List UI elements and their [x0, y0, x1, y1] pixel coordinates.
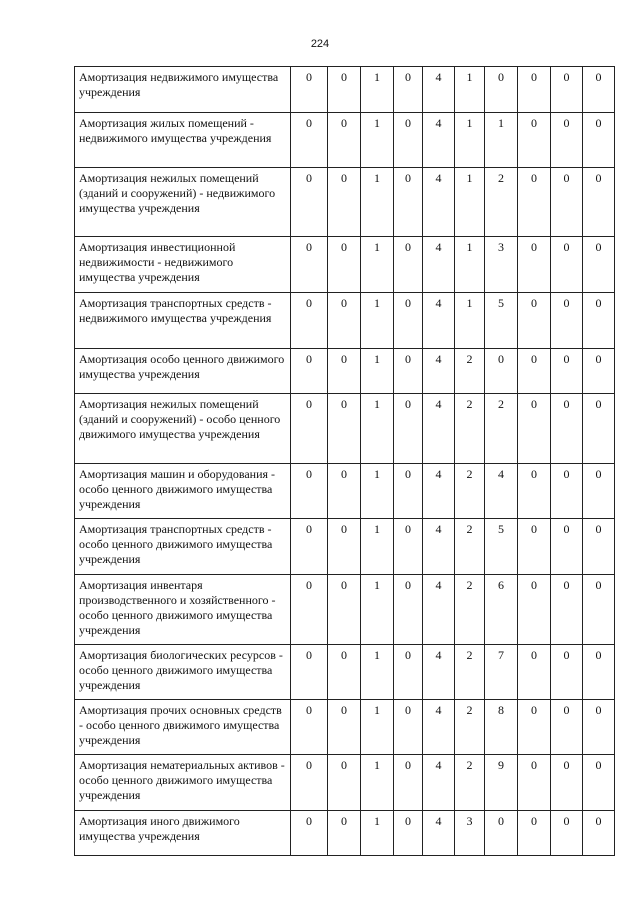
code-digit-cell: 0	[291, 645, 328, 700]
code-digit-cell: 0	[518, 700, 551, 755]
code-digit-cell: 4	[485, 464, 518, 519]
code-digit-cell: 2	[485, 168, 518, 237]
code-digit-cell: 1	[361, 237, 394, 293]
code-digit-cell: 1	[361, 67, 394, 113]
code-digit-cell: 2	[455, 349, 485, 394]
code-digit-cell: 0	[551, 168, 583, 237]
table-row	[75, 293, 615, 349]
account-name-cell: Амортизация недвижимого имущества учреждения	[75, 67, 291, 113]
code-digit-cell: 0	[485, 67, 518, 113]
code-digit-cell: 0	[291, 519, 328, 575]
code-digit-cell: 0	[518, 67, 551, 113]
code-digit-cell: 0	[518, 168, 551, 237]
code-digit-cell: 4	[423, 464, 455, 519]
code-digit-cell: 8	[485, 700, 518, 755]
page-number: 224	[310, 38, 330, 50]
code-digit-cell: 2	[485, 394, 518, 464]
code-digit-cell: 0	[551, 575, 583, 645]
code-digit-cell: 0	[328, 67, 361, 113]
code-digit-cell: 1	[455, 237, 485, 293]
code-digit-cell: 0	[518, 293, 551, 349]
code-digit-cell: 5	[485, 519, 518, 575]
code-digit-cell: 0	[583, 394, 615, 464]
code-digit-cell: 0	[328, 755, 361, 811]
code-digit-cell: 1	[361, 168, 394, 237]
code-digit-cell: 6	[485, 575, 518, 645]
code-digit-cell: 4	[423, 293, 455, 349]
code-digit-cell: 0	[583, 700, 615, 755]
code-digit-cell: 0	[583, 575, 615, 645]
code-digit-cell: 0	[485, 811, 518, 856]
code-digit-cell: 4	[423, 237, 455, 293]
code-digit-cell: 0	[551, 67, 583, 113]
code-digit-cell: 0	[328, 293, 361, 349]
table-row	[75, 519, 615, 575]
code-digit-cell: 0	[583, 168, 615, 237]
code-digit-cell: 0	[394, 700, 423, 755]
code-digit-cell: 1	[455, 67, 485, 113]
code-digit-cell: 5	[485, 293, 518, 349]
table-row	[75, 349, 615, 394]
code-digit-cell: 1	[485, 113, 518, 168]
code-digit-cell: 2	[455, 519, 485, 575]
code-digit-cell: 0	[291, 113, 328, 168]
code-digit-cell: 0	[394, 464, 423, 519]
code-digit-cell: 0	[394, 645, 423, 700]
code-digit-cell: 0	[518, 519, 551, 575]
code-digit-cell: 1	[361, 394, 394, 464]
code-digit-cell: 0	[551, 700, 583, 755]
code-digit-cell: 1	[361, 811, 394, 856]
code-digit-cell: 0	[518, 394, 551, 464]
code-digit-cell: 0	[291, 168, 328, 237]
code-digit-cell: 0	[583, 464, 615, 519]
code-digit-cell: 0	[291, 293, 328, 349]
code-digit-cell: 0	[291, 394, 328, 464]
code-digit-cell: 0	[551, 349, 583, 394]
code-digit-cell: 0	[583, 293, 615, 349]
table-row	[75, 237, 615, 293]
code-digit-cell: 0	[291, 811, 328, 856]
account-name-cell: Амортизация иного движимого имущества учреждения	[75, 811, 291, 856]
account-name-cell: Амортизация транспортных средств - особо ценного движимого имущества учреждения	[75, 519, 291, 575]
code-digit-cell: 0	[518, 349, 551, 394]
account-name-cell: Амортизация нематериальных активов - особо ценного движимого имущества учреждения	[75, 755, 291, 811]
code-digit-cell: 0	[583, 645, 615, 700]
accounts-table	[74, 66, 615, 856]
code-digit-cell: 0	[291, 464, 328, 519]
code-digit-cell: 4	[423, 394, 455, 464]
code-digit-cell: 0	[518, 575, 551, 645]
account-name-cell: Амортизация транспортных средств - недвижимого имущества учреждения	[75, 293, 291, 349]
code-digit-cell: 0	[394, 575, 423, 645]
code-digit-cell: 0	[328, 519, 361, 575]
code-digit-cell: 1	[455, 293, 485, 349]
code-digit-cell: 0	[551, 519, 583, 575]
code-digit-cell: 0	[551, 394, 583, 464]
code-digit-cell: 0	[551, 293, 583, 349]
code-digit-cell: 0	[328, 349, 361, 394]
code-digit-cell: 0	[518, 645, 551, 700]
code-digit-cell: 1	[361, 293, 394, 349]
code-digit-cell: 0	[291, 67, 328, 113]
code-digit-cell: 0	[583, 113, 615, 168]
account-name-cell: Амортизация жилых помещений - недвижимого имущества учреждения	[75, 113, 291, 168]
code-digit-cell: 4	[423, 575, 455, 645]
code-digit-cell: 0	[583, 237, 615, 293]
code-digit-cell: 0	[394, 394, 423, 464]
code-digit-cell: 4	[423, 349, 455, 394]
account-name-cell: Амортизация особо ценного движимого имущества учреждения	[75, 349, 291, 394]
code-digit-cell: 0	[518, 464, 551, 519]
code-digit-cell: 2	[455, 755, 485, 811]
code-digit-cell: 0	[583, 755, 615, 811]
code-digit-cell: 0	[328, 464, 361, 519]
code-digit-cell: 0	[328, 237, 361, 293]
code-digit-cell: 2	[455, 645, 485, 700]
code-digit-cell: 1	[361, 519, 394, 575]
code-digit-cell: 1	[361, 755, 394, 811]
code-digit-cell: 1	[455, 168, 485, 237]
table-row	[75, 645, 615, 700]
code-digit-cell: 0	[394, 67, 423, 113]
code-digit-cell: 0	[291, 349, 328, 394]
code-digit-cell: 0	[328, 113, 361, 168]
code-digit-cell: 0	[291, 755, 328, 811]
table-row	[75, 464, 615, 519]
code-digit-cell: 0	[485, 349, 518, 394]
code-digit-cell: 1	[361, 464, 394, 519]
code-digit-cell: 0	[583, 67, 615, 113]
code-digit-cell: 1	[361, 575, 394, 645]
code-digit-cell: 0	[394, 293, 423, 349]
code-digit-cell: 1	[361, 113, 394, 168]
code-digit-cell: 4	[423, 755, 455, 811]
code-digit-cell: 0	[551, 464, 583, 519]
code-digit-cell: 0	[394, 168, 423, 237]
table-row	[75, 700, 615, 755]
code-digit-cell: 7	[485, 645, 518, 700]
code-digit-cell: 1	[455, 113, 485, 168]
code-digit-cell: 1	[361, 700, 394, 755]
code-digit-cell: 0	[551, 237, 583, 293]
code-digit-cell: 4	[423, 519, 455, 575]
code-digit-cell: 4	[423, 113, 455, 168]
table-row	[75, 811, 615, 856]
code-digit-cell: 4	[423, 811, 455, 856]
code-digit-cell: 0	[551, 113, 583, 168]
account-name-cell: Амортизация инвестиционной недвижимости - недвижимого имущества учреждения	[75, 237, 291, 293]
code-digit-cell: 0	[291, 700, 328, 755]
code-digit-cell: 0	[394, 755, 423, 811]
code-digit-cell: 0	[394, 237, 423, 293]
code-digit-cell: 0	[394, 811, 423, 856]
table-row	[75, 113, 615, 168]
code-digit-cell: 2	[455, 575, 485, 645]
code-digit-cell: 3	[455, 811, 485, 856]
code-digit-cell: 0	[518, 237, 551, 293]
code-digit-cell: 3	[485, 237, 518, 293]
code-digit-cell: 4	[423, 168, 455, 237]
code-digit-cell: 2	[455, 464, 485, 519]
account-name-cell: Амортизация инвентаря производственного и хозяйственного - особо ценного движимого имущества учреждения	[75, 575, 291, 645]
table-row	[75, 575, 615, 645]
code-digit-cell: 4	[423, 700, 455, 755]
code-digit-cell: 2	[455, 700, 485, 755]
code-digit-cell: 0	[551, 755, 583, 811]
accounts-table-body	[75, 67, 615, 856]
account-name-cell: Амортизация нежилых помещений (зданий и сооружений) - недвижимого имущества учреждения	[75, 168, 291, 237]
account-name-cell: Амортизация машин и оборудования - особо ценного движимого имущества учреждения	[75, 464, 291, 519]
table-row	[75, 168, 615, 237]
code-digit-cell: 0	[583, 811, 615, 856]
code-digit-cell: 0	[583, 349, 615, 394]
account-name-cell: Амортизация прочих основных средств - особо ценного движимого имущества учреждения	[75, 700, 291, 755]
code-digit-cell: 1	[361, 349, 394, 394]
account-name-cell: Амортизация биологических ресурсов - особо ценного движимого имущества учреждения	[75, 645, 291, 700]
code-digit-cell: 0	[394, 113, 423, 168]
code-digit-cell: 0	[551, 645, 583, 700]
code-digit-cell: 0	[328, 168, 361, 237]
code-digit-cell: 0	[394, 519, 423, 575]
code-digit-cell: 0	[291, 237, 328, 293]
code-digit-cell: 0	[328, 700, 361, 755]
code-digit-cell: 0	[328, 811, 361, 856]
table-row	[75, 394, 615, 464]
code-digit-cell: 0	[394, 349, 423, 394]
code-digit-cell: 0	[518, 811, 551, 856]
code-digit-cell: 1	[361, 645, 394, 700]
table-row	[75, 67, 615, 113]
code-digit-cell: 0	[518, 755, 551, 811]
code-digit-cell: 0	[328, 575, 361, 645]
code-digit-cell: 2	[455, 394, 485, 464]
code-digit-cell: 4	[423, 67, 455, 113]
code-digit-cell: 0	[583, 519, 615, 575]
account-name-cell: Амортизация нежилых помещений (зданий и сооружений) - особо ценного движимого имущества учреждения	[75, 394, 291, 464]
code-digit-cell: 0	[328, 645, 361, 700]
code-digit-cell: 0	[551, 811, 583, 856]
code-digit-cell: 4	[423, 645, 455, 700]
code-digit-cell: 9	[485, 755, 518, 811]
table-row	[75, 755, 615, 811]
code-digit-cell: 0	[518, 113, 551, 168]
code-digit-cell: 0	[328, 394, 361, 464]
code-digit-cell: 0	[291, 575, 328, 645]
